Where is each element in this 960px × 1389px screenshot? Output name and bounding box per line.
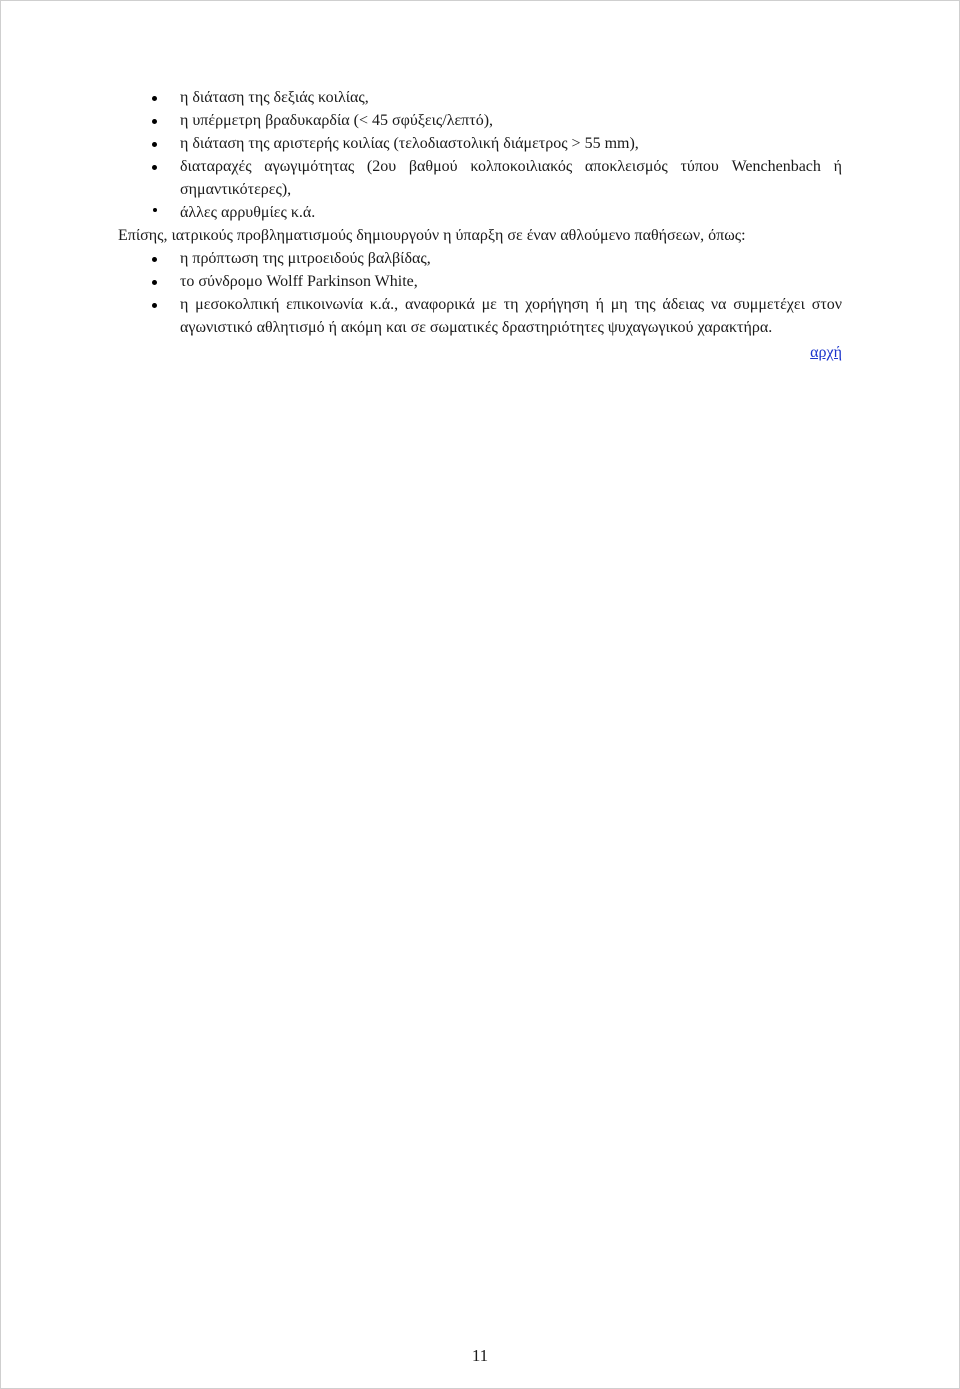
conditions-list (118, 247, 842, 339)
list-item-text: διαταραχές αγωγιμότητας (2ου βαθμού κολποκοιλιακός αποκλεισμός τύπου Wenchenbach ή σημαντικότερες), (180, 158, 842, 198)
list-item-text: η πρόπτωση της μιτροειδούς βαλβίδας, (180, 250, 431, 267)
list-item (118, 247, 842, 270)
list-item-text: το σύνδρομο Wolff Parkinson White, (180, 273, 418, 290)
list-item-text: η υπέρμετρη βραδυκαρδία (< 45 σφύξεις/λεπτό), (180, 112, 494, 129)
cardiac-findings-list (118, 86, 842, 224)
list-item-text: άλλες αρρυθμίες κ.ά. (180, 204, 316, 221)
list-item (118, 109, 842, 132)
list-item (118, 155, 842, 201)
list-item (118, 201, 842, 224)
back-to-top-link[interactable]: αρχή (810, 344, 842, 361)
list-item (118, 270, 842, 293)
bullet-icon (153, 208, 157, 212)
bullet-icon (152, 119, 157, 124)
bullet-icon (152, 280, 157, 285)
bullet-icon (152, 142, 157, 147)
page-number: 11 (471, 1346, 489, 1365)
top-link-row (118, 341, 842, 364)
bullet-icon (152, 165, 157, 170)
bullet-icon (152, 303, 157, 308)
list-item (118, 132, 842, 155)
list-item-text: η διάταση της αριστερής κοιλίας (τελοδιαστολική διάμετρος > 55 mm), (180, 135, 639, 152)
bullet-icon (152, 96, 157, 101)
list-item-text: η μεσοκολπική επικοινωνία κ.ά., αναφορικά με τη χορήγηση ή μη της άδειας να συμμετέχει στον αγωνιστικό αθλητισμό ή ακόμη και σε σωματικές δραστηριότητες ψυχαγωγικού χαρακτήρα. (180, 296, 842, 336)
list-item (118, 293, 842, 339)
bullet-icon (152, 257, 157, 262)
body-paragraph: Επίσης, ιατρικούς προβληματισμούς δημιουργούν η ύπαρξη σε έναν αθλούμενο παθήσεων, όπως: (118, 227, 746, 244)
list-item-text: η διάταση της δεξιάς κοιλίας, (180, 89, 369, 106)
document-body (118, 86, 842, 364)
list-item (118, 86, 842, 109)
